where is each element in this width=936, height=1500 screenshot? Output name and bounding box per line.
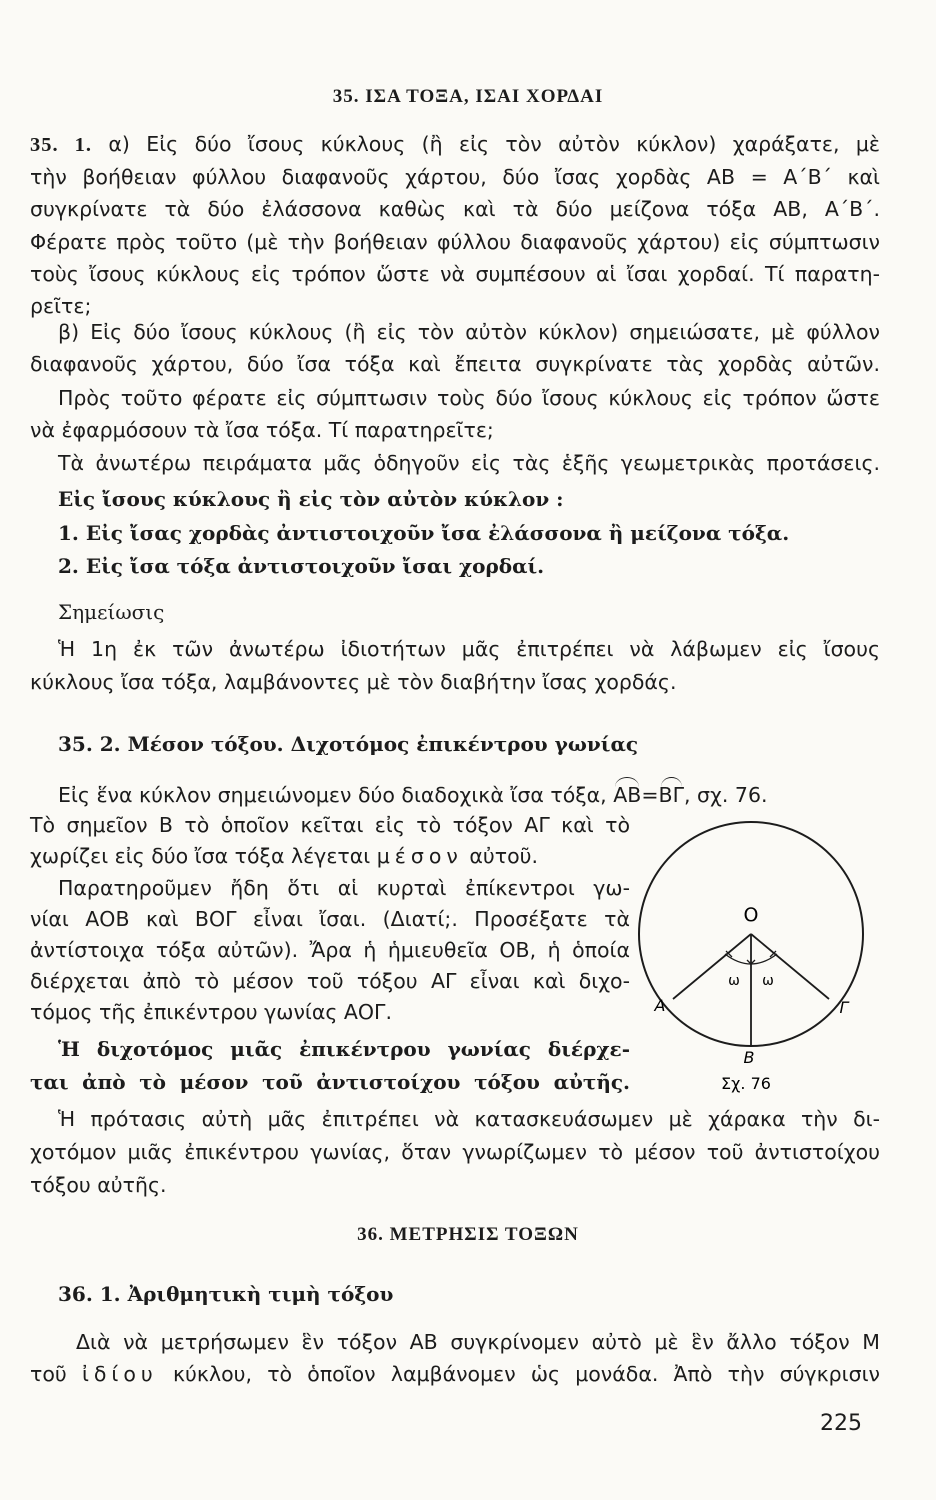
paragraph-beta-line-1: β) Εἰς δύο ἴσους κύκλους (ἢ εἰς τὸν αὐτὸν κύκλον) σημειώσατε, μὲ φύλλον <box>58 320 880 344</box>
omega-right: ω <box>762 973 774 989</box>
paragraph-propositions-intro: Τὰ ἀνωτέρω πειράματα μᾶς ὁδηγοῦν εἰς τὰς ἑξῆς γεωμετρικὰς προτάσεις. <box>58 451 880 475</box>
note-line-2: κύκλους ἴσα τόξα, λαμβάνοντες μὲ τὸν διαβήτην ἴσας χορδάς. <box>30 670 677 694</box>
bisector-theorem-line-2: ται ἀπὸ τὸ μέσον τοῦ ἀντιστοίχου τόξου αὐτῆς. <box>30 1070 630 1094</box>
radius-og <box>751 934 829 999</box>
label-o: Ο <box>743 904 759 926</box>
paragraph-ruler-line-3: τόξου αὐτῆς. <box>30 1173 167 1197</box>
bold-propositions-intro: Εἰς ἴσους κύκλους ἢ εἰς τὸν αὐτὸν κύκλον : <box>58 487 564 511</box>
proposition-2: 2. Εἰς ἴσα τόξα ἀντιστοιχοῦν ἴσαι χορδαί. <box>58 554 545 578</box>
figure-caption: Σχ. 76 <box>721 1074 771 1093</box>
page-number: 225 <box>820 1411 862 1436</box>
arc-bg: ΒΓ <box>658 783 685 807</box>
section-35-2-line-1: Εἰς ἕνα κύκλον σημειώνομεν δύο διαδοχικὰ ἴσα τόξα, ΑΒ=ΒΓ, σχ. 76. <box>58 783 768 807</box>
figure-76 <box>628 810 888 1100</box>
section-36-1-heading: 36. 1. Ἀριθμητικὴ τιμὴ τόξου <box>58 1282 394 1306</box>
section-35-2-line-2: Τὸ σημεῖον Β τὸ ὁποῖον κεῖται εἰς τὸ τόξον ΑΓ καὶ τὸ <box>30 813 630 837</box>
arc-ab: ΑΒ <box>613 783 642 807</box>
angle-arc-right <box>751 954 777 964</box>
paragraph-35-1-line-3: συγκρίνατε τὰ δύο ἐλάσσονα καθὼς καὶ τὰ δύο μείζονα τόξα ΑΒ, Α΄Β΄. <box>30 197 880 221</box>
paragraph-35-1-line-2: τὴν βοήθειαν φύλλου διαφανοῦς χάρτου, δύο ἴσας χορδὰς ΑΒ = Α΄Β΄ καὶ <box>30 165 880 189</box>
paragraph-ruler-line-2: χοτόμον μιᾶς ἐπικέντρου γωνίας, ὅταν γνωρίζωμεν τὸ μέσον τοῦ ἀντιστοίχου <box>30 1140 880 1164</box>
paragraph-35-1-line-4: Φέρατε πρὸς τοῦτο (μὲ τὴν βοήθειαν φύλλου διαφανοῦς χάρτου) εἰς σύμπτωσιν <box>30 230 880 254</box>
spaced-word-meson: μέσον <box>376 844 463 868</box>
angle-arc-left <box>725 954 751 964</box>
section-35-2-line-3: χωρίζει εἰς δύο ἴσα τόξα λέγεται μέσον αὐτοῦ. <box>30 844 539 868</box>
paragraph-ruler-line-1: Ἡ πρότασις αὐτὴ μᾶς ἐπιτρέπει νὰ κατασκευάσωμεν μὲ χάρακα τὴν δι- <box>58 1107 880 1131</box>
section-36-line-2: τοῦ ἰδίου κύκλου, τὸ ὁποῖον λαμβάνομεν ὡς μονάδα. Ἀπὸ τὴν σύγκρισιν <box>30 1362 880 1386</box>
section-36-heading: 36. ΜΕΤΡΗΣΙΣ ΤΟΞΩΝ <box>357 1224 579 1245</box>
proposition-1: 1. Εἰς ἴσας χορδὰς ἀντιστοιχοῦν ἴσα ἐλάσσονα ἢ μείζονα τόξα. <box>58 521 790 545</box>
label-a: Α <box>654 996 666 1015</box>
section-35-2-line-4: Παρατηροῦμεν ἤδη ὅτι αἱ κυρταὶ ἐπίκεντροι γω- <box>58 876 630 900</box>
radius-oa <box>673 934 751 999</box>
paragraph-35-1-line-6: ρεῖτε; <box>30 294 92 318</box>
paragraph-35-1-line-5: τοὺς ἴσους κύκλους εἰς τρόπον ὥστε νὰ συμπέσουν αἱ ἴσαι χορδαί. Τί παρατη- <box>30 262 880 286</box>
paragraph-comparison-line-2: νὰ ἐφαρμόσουν τὰ ἴσα τόξα. Τί παρατηρεῖτε; <box>30 418 494 442</box>
section-35-2-line-8: τόμος τῆς ἐπικέντρου γωνίας ΑΟΓ. <box>30 1000 392 1024</box>
bisector-theorem-line-1: Ἡ διχοτόμος μιᾶς ἐπικέντρου γωνίας διέρχε- <box>58 1037 630 1061</box>
note-line-1: Ἡ 1η ἐκ τῶν ἀνωτέρω ἰδιοτήτων μᾶς ἐπιτρέπει νὰ λάβωμεν εἰς ἴσους <box>58 637 880 661</box>
section-35-2-line-7: διέρχεται ἀπὸ τὸ μέσον τοῦ τόξου ΑΓ εἶναι καὶ διχο- <box>30 969 630 993</box>
paragraph-beta-line-2: διαφανοῦς χάρτου, δύο ἴσα τόξα καὶ ἔπειτα συγκρίνατε τὰς χορδὰς αὐτῶν. <box>30 352 880 376</box>
label-g: Γ <box>839 998 849 1017</box>
section-number-35-1: 35. 1. <box>30 134 92 156</box>
paragraph-comparison-line-1: Πρὸς τοῦτο φέρατε εἰς σύμπτωσιν τοὺς δύο ἴσους κύκλους εἰς τρόπον ὥστε <box>58 386 880 410</box>
spaced-word-idiou: ἰδίου <box>81 1362 158 1386</box>
figure-76-diagram <box>628 810 888 1100</box>
omega-left: ω <box>728 973 740 989</box>
section-36-line-1: Διὰ νὰ μετρήσωμεν ἓν τόξον ΑΒ συγκρίνομεν αὐτὸ μὲ ἓν ἄλλο τόξον Μ <box>76 1330 880 1354</box>
section-35-2-heading: 35. 2. Μέσον τόξου. Διχοτόμος ἐπικέντρου γωνίας <box>58 732 639 756</box>
section-35-2-line-5: νίαι ΑΟΒ καὶ ΒΟΓ εἶναι ἴσαι. (Διατί;. Προσέξατε τὰ <box>30 907 630 931</box>
paragraph-35-1-line-1: 35. 1. α) Εἰς δύο ἴσους κύκλους (ἢ εἰς τὸν αὐτὸν κύκλον) χαράξατε, μὲ <box>30 132 881 156</box>
section-35-heading: 35. ΙΣΑ ΤΟΞΑ, ΙΣΑΙ ΧΟΡΔΑΙ <box>332 86 604 107</box>
note-title: Σημείωσις <box>58 600 165 624</box>
label-b: Β <box>743 1048 755 1067</box>
section-35-2-line-6: ἀντίστοιχα τόξα αὐτῶν). Ἄρα ἡ ἡμιευθεῖα ΟΒ, ἡ ὁποία <box>30 938 630 962</box>
